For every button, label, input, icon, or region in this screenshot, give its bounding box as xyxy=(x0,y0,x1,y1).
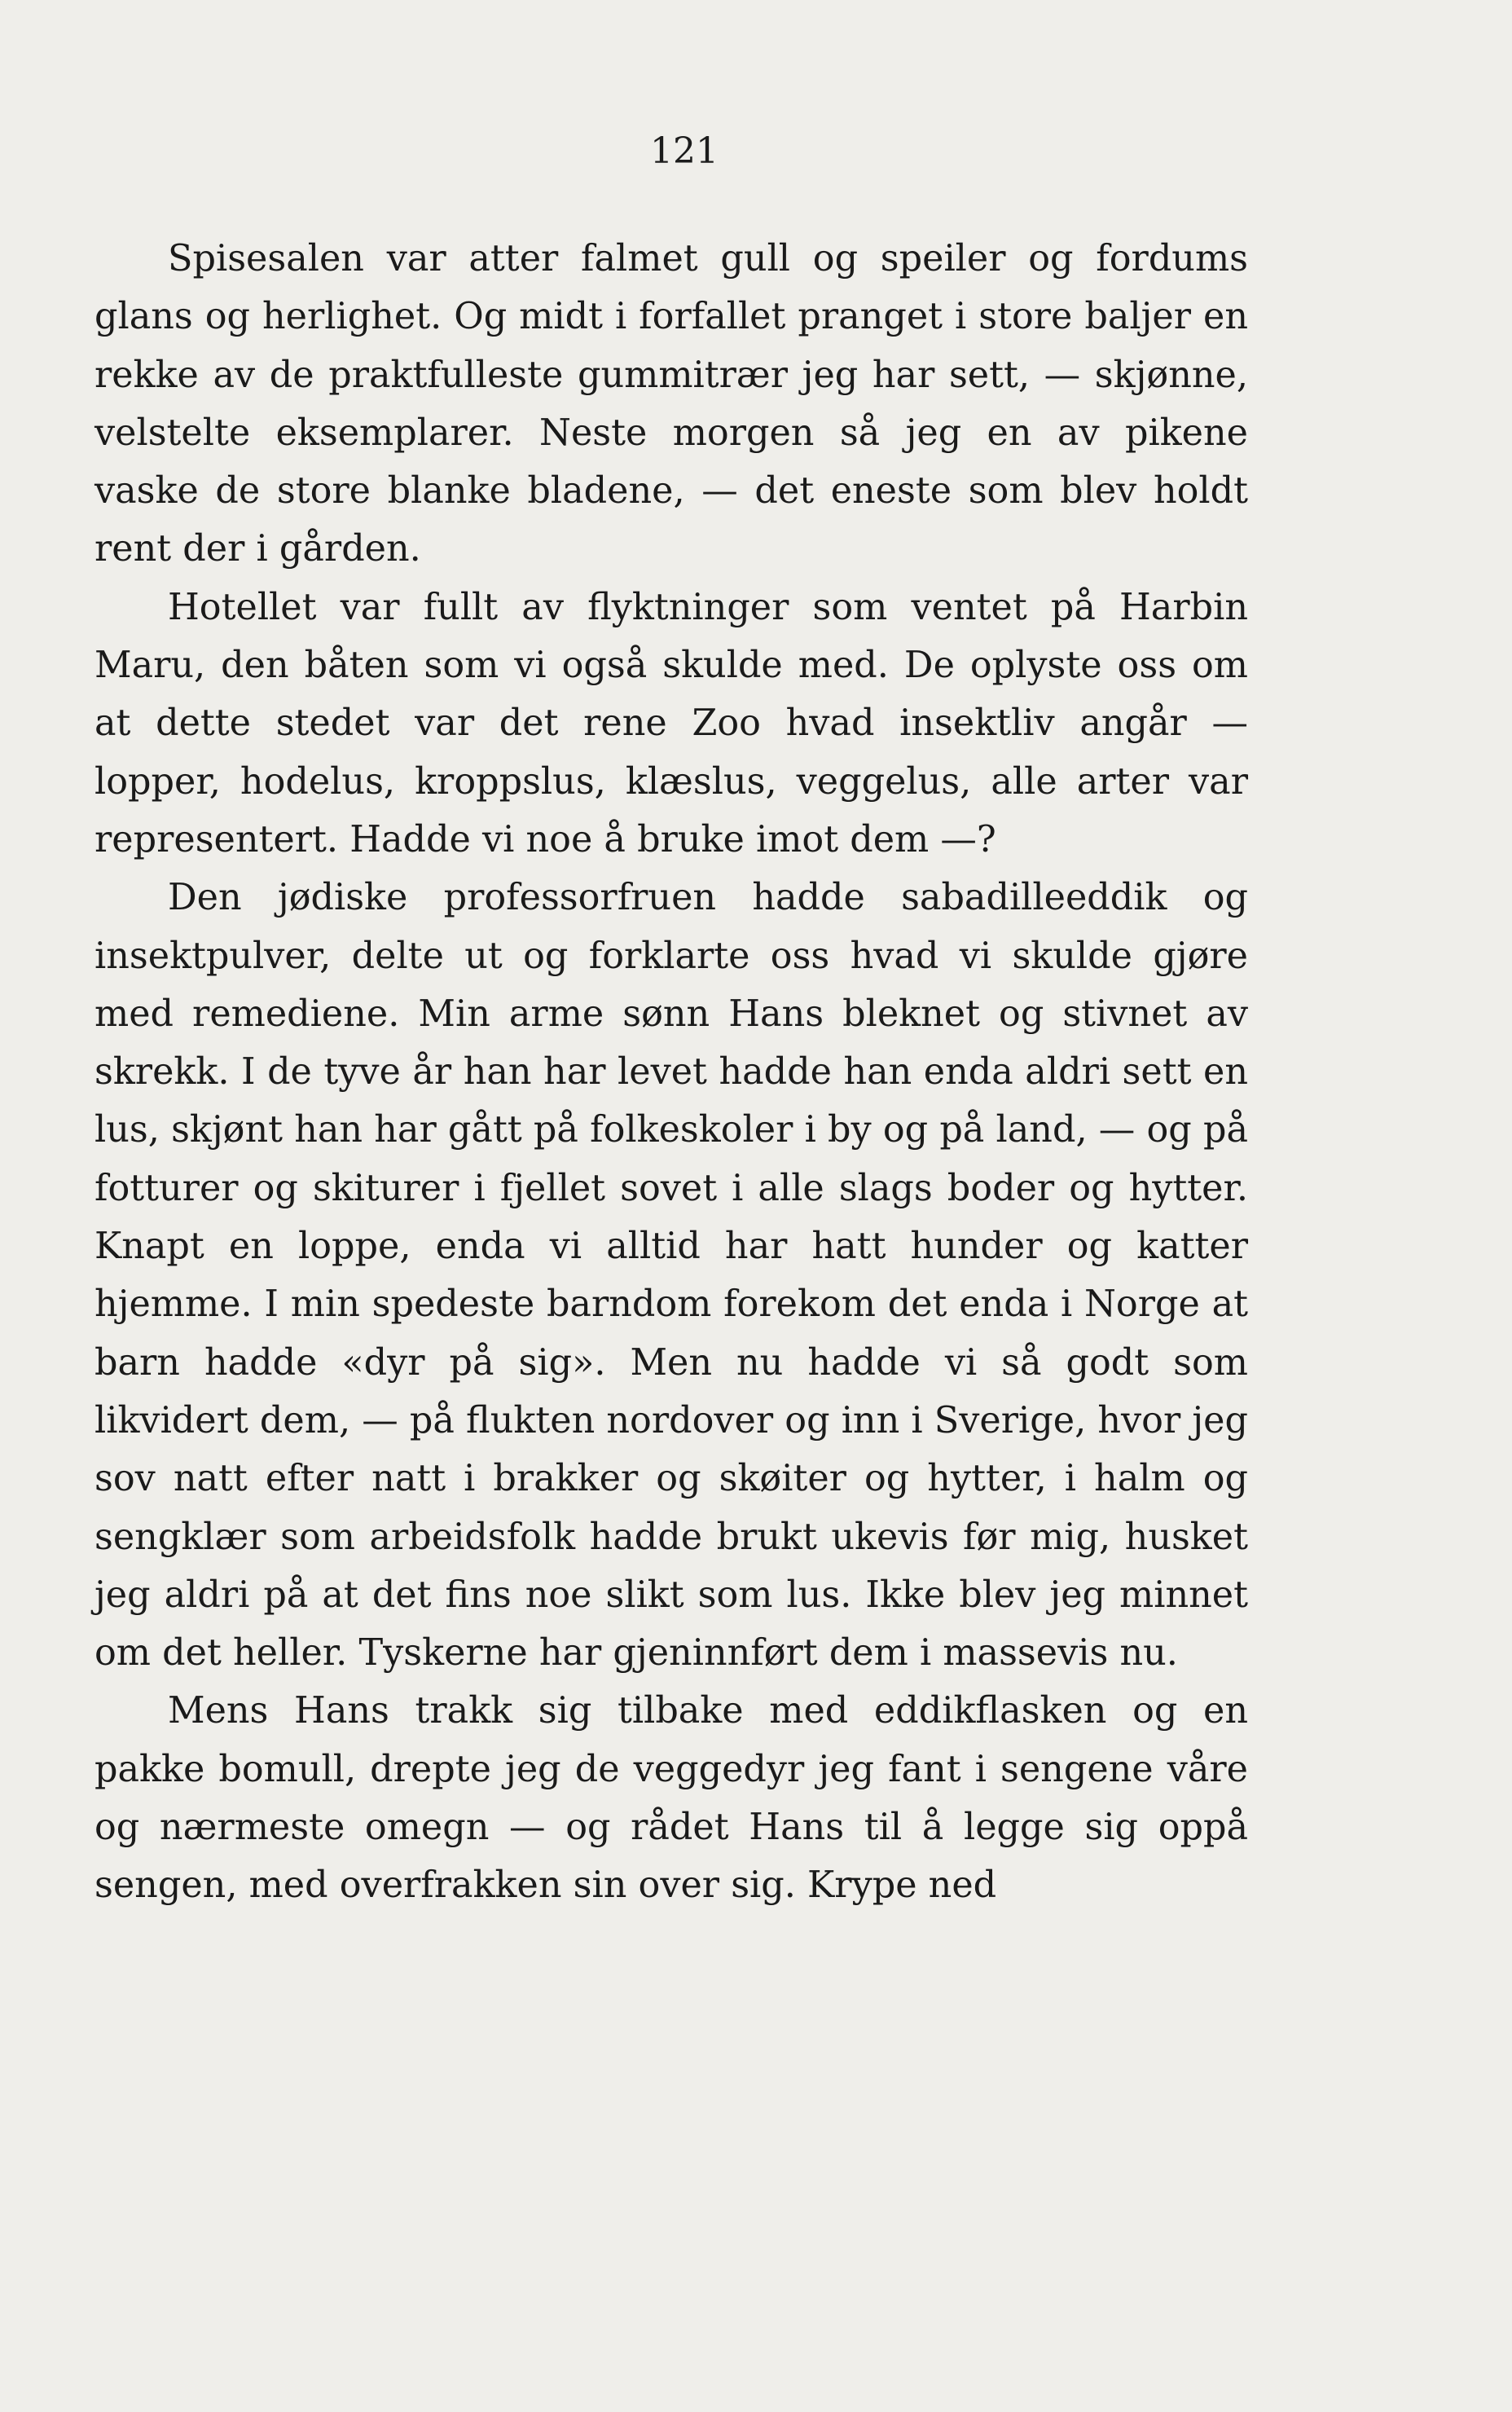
paragraph-3: Den jødiske professorfruen hadde sabadilleeddik og insektpulver, delte ut og forklarte oss hvad vi skulde gjøre med remediene. Min arme sønn Hans bleknet og stivnet av skrekk. I de tyve år han har levet hadde han enda aldri sett en lus, skjønt han har gått på folkeskoler i by og på land, — og på fotturer og skiturer i fjellet sovet i alle slags boder og hytter. Knapt en loppe, enda vi alltid har hatt hunder og katter hjemme. I min spedeste barndom forekom det enda i Norge at barn hadde «dyr på sig». Men nu hadde vi så godt som likvidert dem, — på flukten nordover og inn i Sverige, hvor jeg sov natt efter natt i brakker og skøiter og hytter, i halm og sengklær som arbeidsfolk hadde brukt ukevis før mig, husket jeg aldri på at det fins noe slikt som lus. Ikke blev jeg minnet om det heller. Tyskerne har gjeninnført dem i massevis nu. xyxy=(94,877,1248,1675)
page-number: 121 xyxy=(650,130,719,172)
body-text xyxy=(94,230,1248,1915)
paragraph-2: Hotellet var fullt av flyktninger som ventet på Harbin Maru, den båten som vi også skulde med. De oplyste oss om at dette stedet var det rene Zoo hvad insektliv angår — lopper, hodelus, kroppslus, klæslus, veggelus, alle arter var representert. Hadde vi noe å bruke imot dem —? xyxy=(94,586,1248,860)
paragraph-4: Mens Hans trakk sig tilbake med eddikflasken og en pakke bomull, drepte jeg de veggedyr jeg fant i sengene våre og nærmeste omegn — og rådet Hans til å legge sig oppå sengen, med overfrakken sin over sig. Krype ned xyxy=(94,1690,1248,1907)
paragraph-1: Spisesalen var atter falmet gull og speiler og fordums glans og herlighet. Og midt i forfallet pranget i store baljer en rekke av de praktfulleste gummitrær jeg har sett, — skjønne, velstelte eksemplarer. Neste morgen så jeg en av pikene vaske de store blanke bladene, — det eneste som blev holdt rent der i gården. xyxy=(94,238,1248,570)
